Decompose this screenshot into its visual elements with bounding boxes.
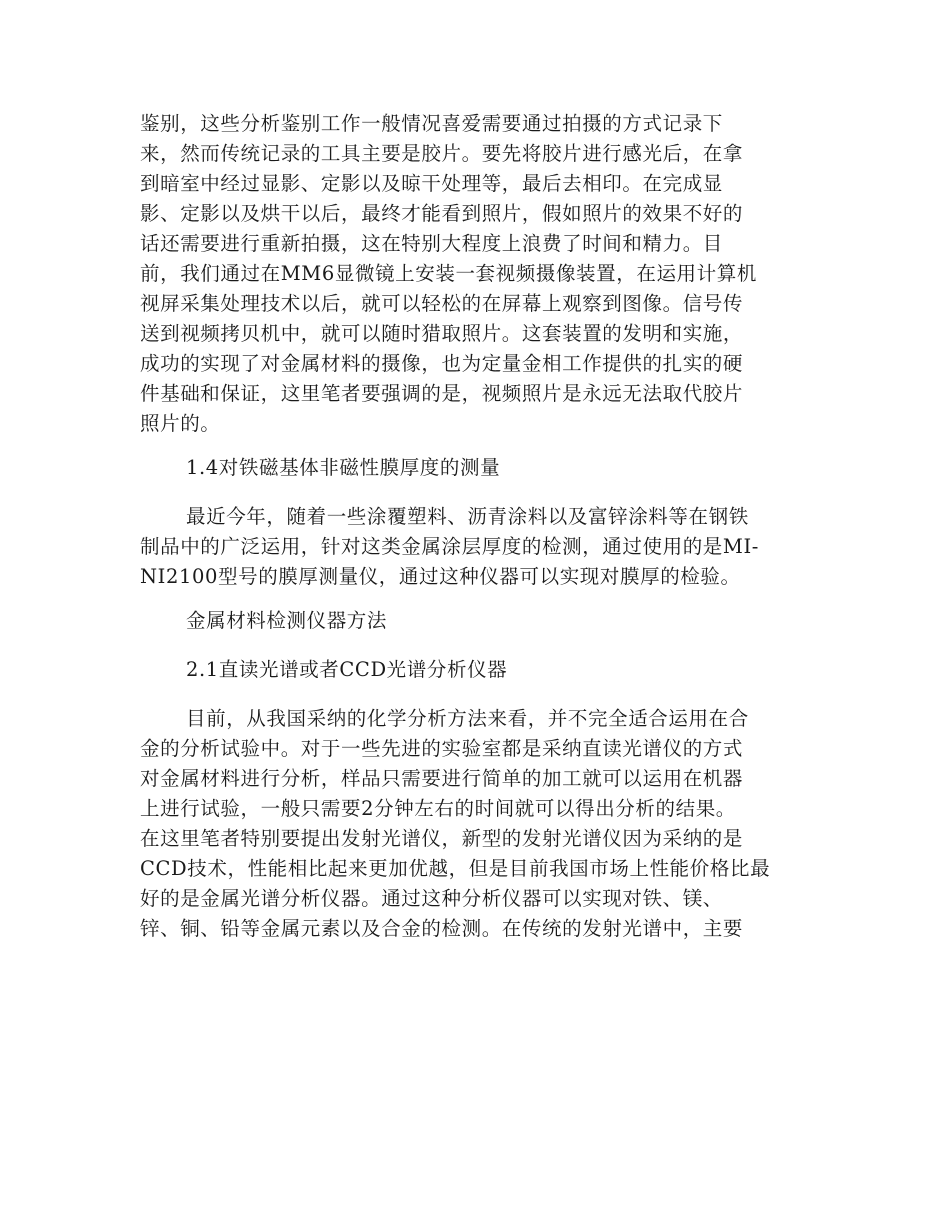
text-line: 锌、铜、铅等金属元素以及合金的检测。在传统的发射光谱中，主要: [140, 917, 744, 940]
text-line: 送到视频拷贝机中，就可以随时猎取照片。这套装置的发明和实施，: [140, 322, 744, 345]
text-line: 在这里笔者特别要提出发射光谱仪，新型的发射光谱仪因为采纳的是: [140, 827, 744, 850]
text-line: 好的是金属光谱分析仪器。通过这种分析仪器可以实现对铁、镁、: [140, 887, 723, 910]
paragraph-spectral-analysis: [140, 704, 800, 944]
text-line: 制品中的广泛运用，针对这类金属涂层厚度的检测，通过使用的是MI-: [140, 535, 759, 558]
paragraph-film-thickness: [140, 502, 800, 592]
text-line: 对金属材料进行分析，样品只需要进行简单的加工就可以运用在机器: [140, 767, 744, 790]
text-line: 金的分析试验中。对于一些先进的实验室都是采纳直读光谱仪的方式: [140, 737, 744, 760]
text-line: 鉴别，这些分析鉴别工作一般情况喜爱需要通过拍摄的方式记录下: [140, 112, 723, 135]
section-heading-instrument-methods: 金属材料检测仪器方法: [186, 609, 388, 632]
document-page: [140, 109, 800, 958]
text-line: 话还需要进行重新拍摄，这在特别大程度上浪费了时间和精力。目: [140, 232, 723, 255]
text-line: 来，然而传统记录的工具主要是胶片。要先将胶片进行感光后，在拿: [140, 142, 744, 165]
section-heading-2-1: 2.1直读光谱或者CCD光谱分析仪器: [186, 658, 508, 681]
text-line: 影、定影以及烘干以后，最终才能看到照片，假如照片的效果不好的: [140, 202, 744, 225]
text-line: 到暗室中经过显影、定影以及晾干处理等，最后去相印。在完成显: [140, 172, 723, 195]
text-line: 成功的实现了对金属材料的摄像，也为定量金相工作提供的扎实的硬: [140, 352, 744, 375]
text-line: CCD技术，性能相比起来更加优越，但是目前我国市场上性能价格比最: [140, 857, 771, 880]
text-line: 件基础和保证，这里笔者要强调的是，视频照片是永远无法取代胶片: [140, 382, 744, 405]
section-heading-1-4: 1.4对铁磁基体非磁性膜厚度的测量: [186, 456, 501, 479]
paragraph-continuation: [140, 109, 800, 439]
text-line: 目前，从我国采纳的化学分析方法来看，并不完全适合运用在合: [186, 707, 749, 730]
text-line: 上进行试验，一般只需要2分钟左右的时间就可以得出分析的结果。: [140, 797, 736, 820]
text-line: 视屏采集处理技术以后，就可以轻松的在屏幕上观察到图像。信号传: [140, 292, 744, 315]
text-line: 最近今年，随着一些涂覆塑料、沥青涂料以及富锌涂料等在钢铁: [186, 505, 749, 528]
text-line: 照片的。: [140, 412, 221, 435]
text-line: 前，我们通过在MM6显微镜上安装一套视频摄像装置，在运用计算机: [140, 262, 757, 285]
text-line: NI2100型号的膜厚测量仪，通过这种仪器可以实现对膜厚的检验。: [140, 565, 741, 588]
